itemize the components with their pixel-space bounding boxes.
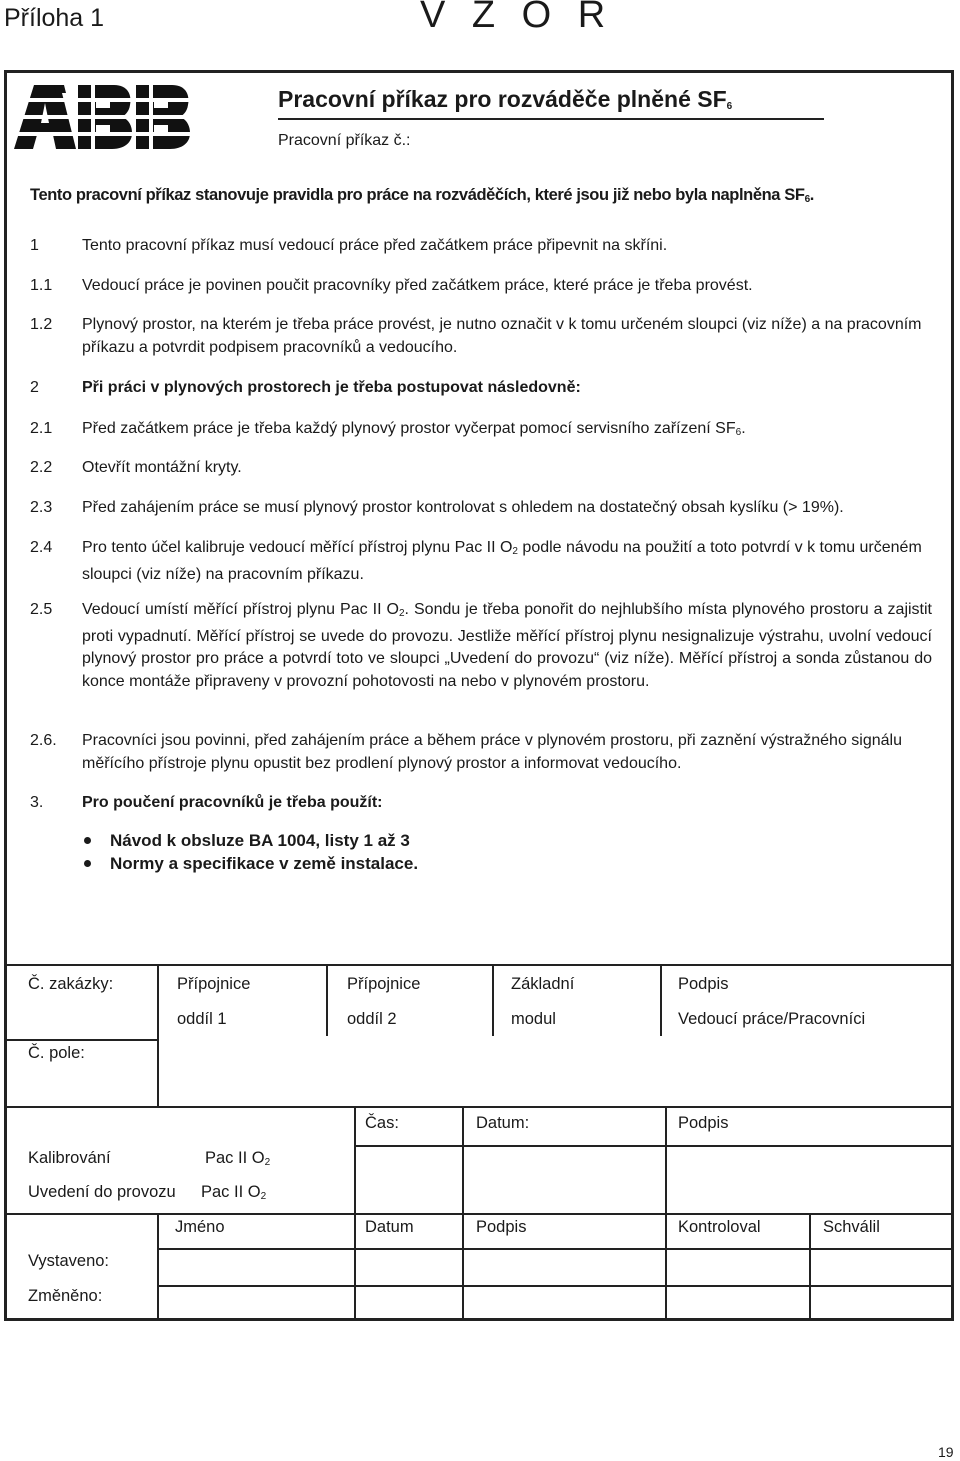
checked-label: Kontroloval [678, 1218, 761, 1236]
calibration-label: Kalibrování [28, 1149, 111, 1167]
title-underline [278, 118, 824, 120]
signature-label-3: Podpis [476, 1218, 527, 1236]
annex-label: Příloha 1 [4, 4, 105, 32]
busbar1-section: oddíl 1 [177, 1010, 227, 1028]
busbar2-label: Přípojnice [347, 975, 421, 993]
form-divider [158, 1248, 954, 1250]
order-number-label: Pracovní příkaz č.: [278, 132, 411, 149]
form-divider [158, 1285, 954, 1287]
name-label: Jméno [175, 1218, 225, 1236]
busbar1-label: Přípojnice [177, 975, 251, 993]
form-divider [157, 1213, 159, 1321]
form-divider [354, 1213, 356, 1321]
pole-no-label: Č. pole: [28, 1044, 85, 1062]
date-label-2: Datum [365, 1218, 414, 1236]
form-divider [660, 964, 662, 1036]
signature-label: Podpis [678, 975, 729, 993]
form-divider [462, 1106, 464, 1213]
sample-watermark: V Z O R [420, 0, 614, 36]
signature-label-2: Podpis [678, 1114, 729, 1132]
bullet-list [82, 829, 418, 875]
form-divider [462, 1213, 464, 1321]
form-divider [354, 1106, 356, 1213]
form-divider [326, 964, 328, 1036]
form-divider [809, 1213, 811, 1321]
basic-label: Základní [511, 975, 575, 993]
form-divider [492, 964, 494, 1036]
document-title: Pracovní příkaz pro rozváděče plněné $SF_6$ [278, 86, 733, 112]
basic-module: modul [511, 1010, 556, 1028]
form-divider [4, 1039, 158, 1041]
form-divider [4, 1106, 954, 1108]
signature-role: Vedoucí práce/Pracovníci [678, 1010, 866, 1028]
page-number: 19 [938, 1444, 954, 1460]
commissioning-label: Uvedení do provozu [28, 1183, 176, 1201]
intro-text: Tento pracovní příkaz stanovuje pravidla pro práce na rozváděčích, které jsou již nebo byla naplněna $SF_6$. [30, 186, 814, 205]
approved-label: Schválil [823, 1218, 880, 1236]
svg-text:ABB: ABB [14, 85, 17, 86]
order-no-label: Č. zakázky: [28, 975, 114, 993]
form-divider [354, 1145, 954, 1147]
time-label: Čas: [365, 1114, 399, 1132]
busbar2-section: oddíl 2 [347, 1010, 397, 1028]
date-label: Datum: [476, 1114, 530, 1132]
abb-logo [14, 85, 190, 149]
issued-label: Vystaveno: [28, 1252, 110, 1270]
form-divider [665, 1213, 667, 1321]
form-divider [157, 964, 159, 1107]
document-frame [4, 70, 954, 1321]
device-label-2: Pac II $O_2$ [201, 1183, 267, 1202]
form-divider [4, 964, 954, 966]
form-divider [4, 1213, 954, 1215]
changed-label: Změněno: [28, 1287, 103, 1305]
bullet-item: Normy a specifikace v země instalace. [82, 852, 418, 875]
device-label: Pac II $O_2$ [205, 1149, 271, 1168]
bullet-item: Návod k obsluze BA 1004, listy 1 až 3 [82, 829, 418, 852]
form-divider [665, 1106, 667, 1213]
